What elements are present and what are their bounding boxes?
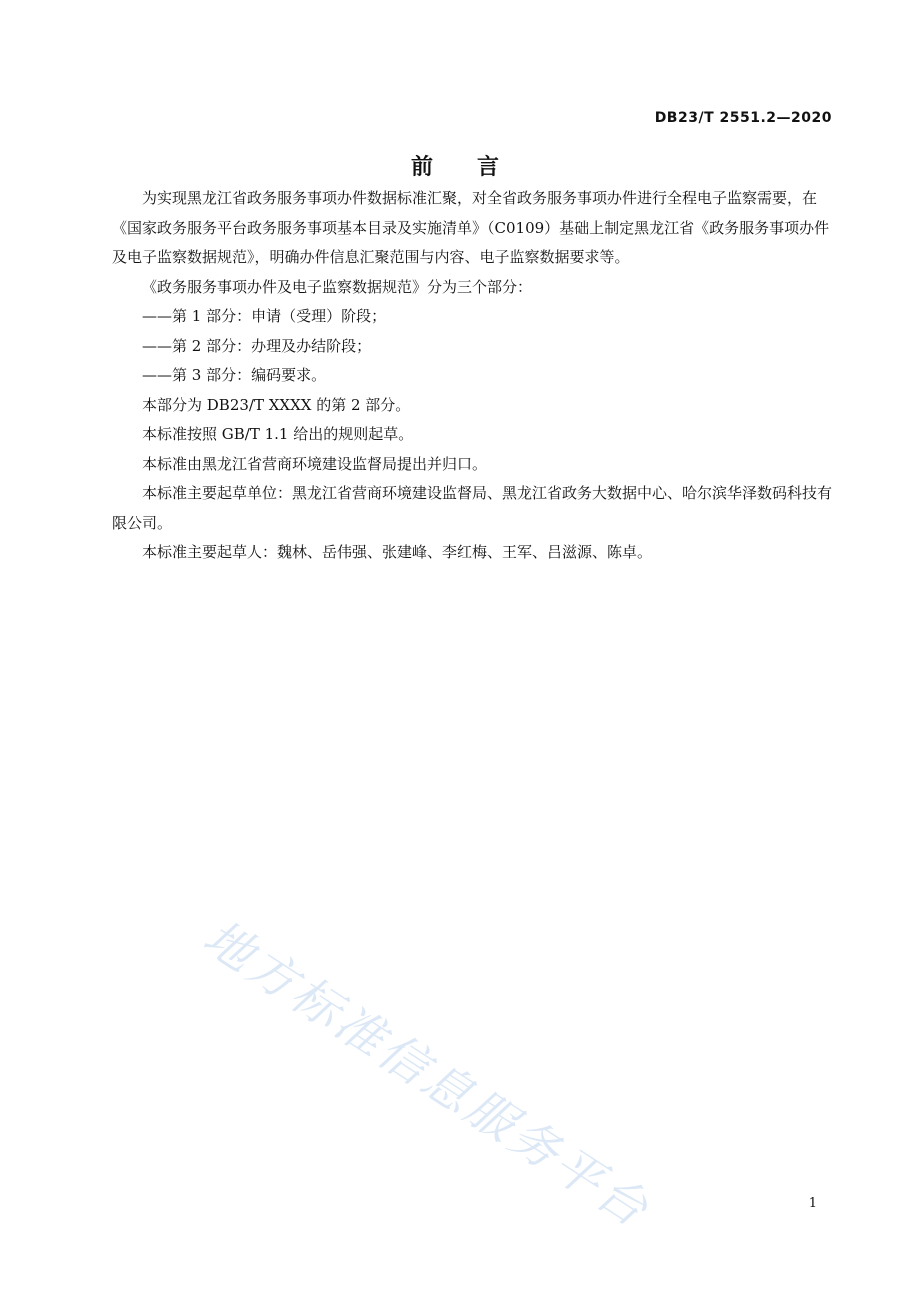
paragraph-proposer: 本标准由黑龙江省营商环境建设监督局提出并归口。 [142,454,488,473]
section-title [0,150,920,181]
foreword-body [112,184,832,568]
paragraph-drafting-units: 本标准主要起草单位：黑龙江省营商环境建设监督局、黑龙江省政务大数据中心、哈尔滨华泽数码科技有限公司。 [112,484,833,532]
paragraph-drafters: 本标准主要起草人：魏林、岳伟强、张建峰、李红梅、王军、吕滋源、陈卓。 [142,543,653,561]
paragraph-purpose: 为实现黑龙江省政务服务事项办件数据标准汇聚，对全省政务服务事项办件进行全程电子监察需要，在《国家政务服务平台政务服务事项基本目录及实施清单》（C0109）基础上制定黑龙江省《政务服务事项办件及电子监察数据规范》，明确办件信息汇聚范围与内容、电子监察数据要求等。 [112,189,830,266]
paragraph-part-2: ——第 2 部分：办理及办结阶段； [142,336,372,355]
section-title-right: 言 [477,155,510,180]
paragraph-this-part: 本部分为 DB23/T XXXX 的第 2 部分。 [142,395,411,414]
paragraph-part-3: ——第 3 部分：编码要求。 [142,366,327,384]
page-number: 1 [808,1196,817,1211]
paragraph-part-1: ——第 1 部分：申请（受理）阶段； [142,307,387,325]
paragraph-drafting-rules: 本标准按照 GB/T 1.1 给出的规则起草。 [142,425,414,443]
watermark: 地方标准信息服务平台 [193,909,661,1240]
paragraph-parts-intro: 《政务服务事项办件及电子监察数据规范》分为三个部分： [142,277,533,296]
document-id: DB23/T 2551.2—2020 [654,110,832,126]
section-title-left: 前 [410,155,443,180]
